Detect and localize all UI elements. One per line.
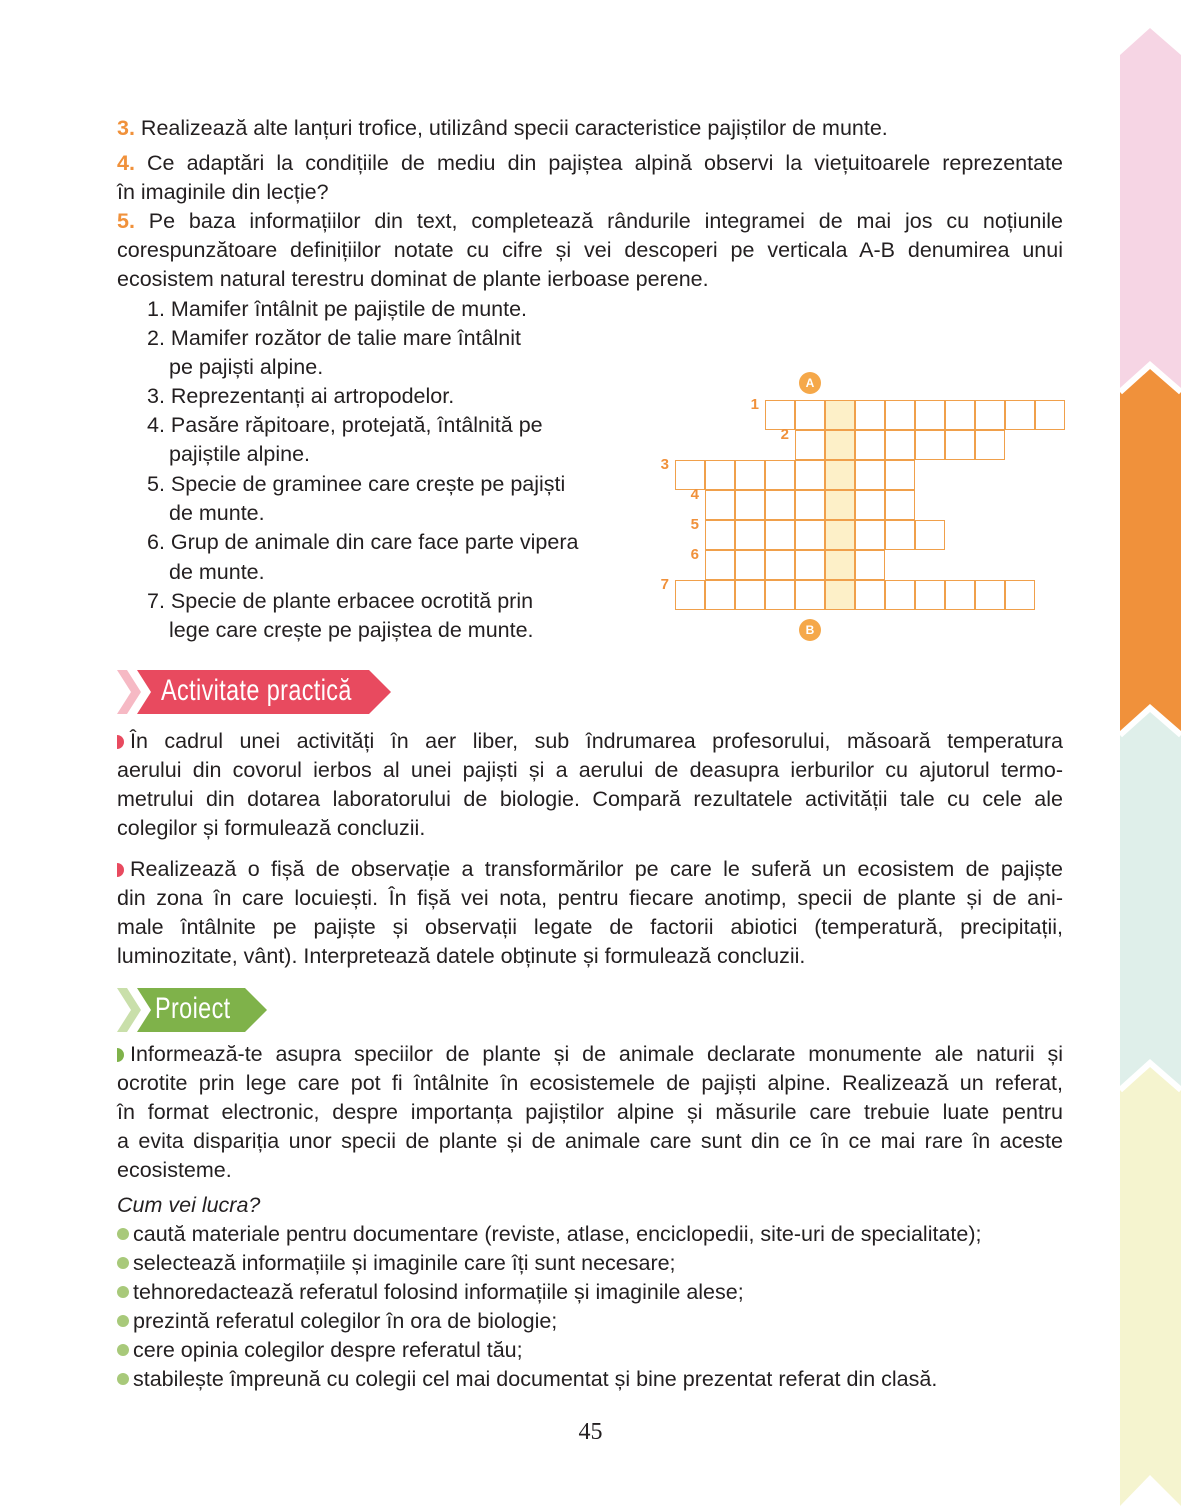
crossword-cell[interactable] [735,550,765,580]
crossword-cell[interactable] [945,400,975,430]
crossword-cell[interactable] [915,400,945,430]
step-item: caută materiale pentru documentare (reviste, atlase, enciclopedii, site-uri de specialitate); [117,1220,981,1249]
bullet-dot-icon [117,1344,129,1356]
red-bullet-icon [117,863,124,877]
activity-p1-line-1: În cadrul unei activități în aer liber, sub îndrumarea profesorului, măsoară temperatura [117,727,1063,756]
crossword-row-number: 7 [660,576,669,593]
definition-7: 7. Specie de plante erbacee ocrotită prin [147,589,534,613]
crossword-cell[interactable] [795,580,825,610]
crossword-cell[interactable] [855,430,885,460]
crossword-cell[interactable] [705,550,735,580]
definition-4-cont: pajiștile alpine. [169,442,311,466]
definition-5: 5. Specie de graminee care crește pe pajiști [147,472,566,496]
crossword-cell[interactable] [705,580,735,610]
definition-2: 2. Mamifer rozător de talie mare întâlnit [147,326,522,350]
crossword-cell[interactable] [735,490,765,520]
question-5-line-2: corespunzătoare definițiilor notate cu cifre și vei descoperi pe verticala A-B denumirea unui [117,238,1063,262]
crossword-cell[interactable] [885,430,915,460]
definition-3: 3. Reprezentanți ai artropodelor. [147,384,455,408]
tab-mint [1120,708,1181,1090]
step-item: stabilește împreună cu colegii cel mai documentat și bine prezentat referat din clasă. [117,1365,937,1394]
crossword-cell[interactable] [825,430,855,460]
activity-p2-line-2: din zona în care locuiești. În fișă vei nota, pentru fiecare anotimp, specii de plante și de ani- [117,886,1063,910]
crossword-cell[interactable] [765,550,795,580]
crossword-cell[interactable] [765,580,795,610]
crossword-cell[interactable] [885,580,915,610]
definition-5-cont: de munte. [169,501,265,525]
step-item: tehnoredactează referatul folosind informațiile și imaginile alese; [117,1278,744,1307]
project-p1-line-1: Informează-te asupra speciilor de plante și de animale declarate monumente ale naturii și [117,1040,1063,1069]
crossword-cell[interactable] [765,490,795,520]
crossword-cell[interactable] [975,580,1005,610]
activity-p2-line-3: male întâlnite pe pajiște și observații legate de factorii abiotici (temperatură, precipitații, [117,915,1063,939]
question-4-line-1: 4. Ce adaptări la condițiile de mediu din pajiștea alpină observi la viețuitoarele reprezentate [117,151,1063,175]
crossword-cell[interactable] [855,490,885,520]
crossword-cell[interactable] [705,460,735,490]
activity-p1-line-2: aerului din covorul ierbos al unei pajiști și a aerului de deasupra ierburilor cu ajutorul termo- [117,758,1063,782]
crossword-cell[interactable] [765,520,795,550]
crossword-cell[interactable] [855,400,885,430]
question-5-line-1: 5. Pe baza informațiilor din text, completează rândurile integramei de mai jos cu noțiunile [117,209,1063,233]
crossword-cell[interactable] [825,520,855,550]
crossword-cell[interactable] [855,520,885,550]
activity-p2-line-4: luminozitate, vânt). Interpretează datele obținute și formulează concluzii. [117,944,806,968]
crossword-cell[interactable] [1005,580,1035,610]
definition-6-cont: de munte. [169,560,265,584]
crossword-cell[interactable] [735,580,765,610]
crossword-cell[interactable] [795,490,825,520]
crossword-cell[interactable] [825,460,855,490]
project-title: Proiect [155,992,231,1025]
crossword-row-number: 2 [780,426,789,443]
crossword-cell[interactable] [885,460,915,490]
crossword-cell[interactable] [855,580,885,610]
crossword-label-a: A [799,372,821,394]
crossword-cell[interactable] [915,580,945,610]
crossword-row-number: 4 [690,486,699,503]
crossword-row-number: 3 [660,456,669,473]
page-number: 45 [578,1419,603,1445]
project-p1-line-3: în format electronic, despre importanța pajiștilor alpine și măsurile care trebuie luate pentru [117,1100,1063,1124]
crossword-cell[interactable] [945,430,975,460]
project-p1-line-5: ecosisteme. [117,1158,232,1182]
question-3: 3. Realizează alte lanțuri trofice, utilizând specii caracteristice pajiștilor de munte. [117,116,888,140]
activity-title: Activitate practică [161,674,352,707]
crossword-cell[interactable] [975,430,1005,460]
crossword-cell[interactable] [825,550,855,580]
crossword-cell[interactable] [945,580,975,610]
crossword-cell[interactable] [735,520,765,550]
project-p1-line-4: a evita dispariția unor specii de plante și de animale care sunt din ce în ce mai rare în aceste [117,1129,1063,1153]
activity-p2-line-1: Realizează o fișă de observație a transformărilor pe care le suferă un ecosistem de pajiște [117,855,1063,884]
crossword-cell[interactable] [915,430,945,460]
side-chapter-tabs [1120,0,1181,1506]
how-to-work-heading: Cum vei lucra? [117,1193,261,1217]
crossword-cell[interactable] [885,400,915,430]
crossword-cell[interactable] [795,460,825,490]
crossword-cell[interactable] [885,490,915,520]
project-banner [117,988,269,1032]
definition-4: 4. Pasăre răpitoare, protejată, întâlnită pe [147,413,543,437]
red-bullet-icon [117,735,124,749]
bullet-dot-icon [117,1315,129,1327]
crossword-cell[interactable] [915,520,945,550]
bullet-dot-icon [117,1373,129,1385]
crossword-cell[interactable] [705,520,735,550]
green-bullet-icon [117,1048,124,1062]
crossword-row-number: 5 [690,516,699,533]
crossword-row-number: 6 [690,546,699,563]
activity-p1-line-4: colegilor și formulează concluzii. [117,816,426,840]
crossword-row-number: 1 [750,396,759,413]
crossword-cell[interactable] [705,490,735,520]
activity-p1-line-3: metrului din dotarea laboratorului de biologie. Compară rezultatele activității tale cu cele ale [117,787,1063,811]
step-item: selectează informațiile și imaginile care îți sunt necesare; [117,1249,676,1278]
tab-orange [1120,365,1181,735]
crossword-cell[interactable] [975,400,1005,430]
bullet-dot-icon [117,1228,129,1240]
tab-pink [1120,28,1181,392]
crossword-cell[interactable] [885,520,915,550]
definition-2-cont: pe pajiști alpine. [169,355,324,379]
bullet-dot-icon [117,1257,129,1269]
crossword-cell[interactable] [855,460,885,490]
crossword-cell[interactable] [765,460,795,490]
crossword-cell[interactable] [735,460,765,490]
crossword-label-b: B [799,619,821,641]
step-item: prezintă referatul colegilor în ora de biologie; [117,1307,557,1336]
bullet-dot-icon [117,1286,129,1298]
question-4-line-2: în imaginile din lecție? [117,180,329,204]
crossword-grid [620,365,1090,645]
definition-7-cont: lege care crește pe pajiștea de munte. [169,618,534,642]
project-p1-line-2: ocrotite prin lege care pot fi întâlnite în ecosistemele de pajiști alpine. Realizează un referat, [117,1071,1063,1095]
crossword-cell[interactable] [825,580,855,610]
crossword-cell[interactable] [795,550,825,580]
crossword-cell[interactable] [825,400,855,430]
definition-1: 1. Mamifer întâlnit pe pajiștile de munte. [147,297,528,321]
question-5-line-3: ecosistem natural terestru dominat de plante ierboase perene. [117,267,709,291]
step-item: cere opinia colegilor despre referatul tău; [117,1336,523,1365]
crossword-cell[interactable] [795,430,825,460]
crossword-cell[interactable] [825,490,855,520]
definition-6: 6. Grup de animale din care face parte vipera [147,530,579,554]
activity-banner [117,670,397,714]
crossword-cell[interactable] [675,580,705,610]
crossword-cell[interactable] [1035,400,1065,430]
crossword-cell[interactable] [795,400,825,430]
crossword-cell[interactable] [795,520,825,550]
crossword-cell[interactable] [855,550,885,580]
crossword-cell[interactable] [1005,400,1035,430]
